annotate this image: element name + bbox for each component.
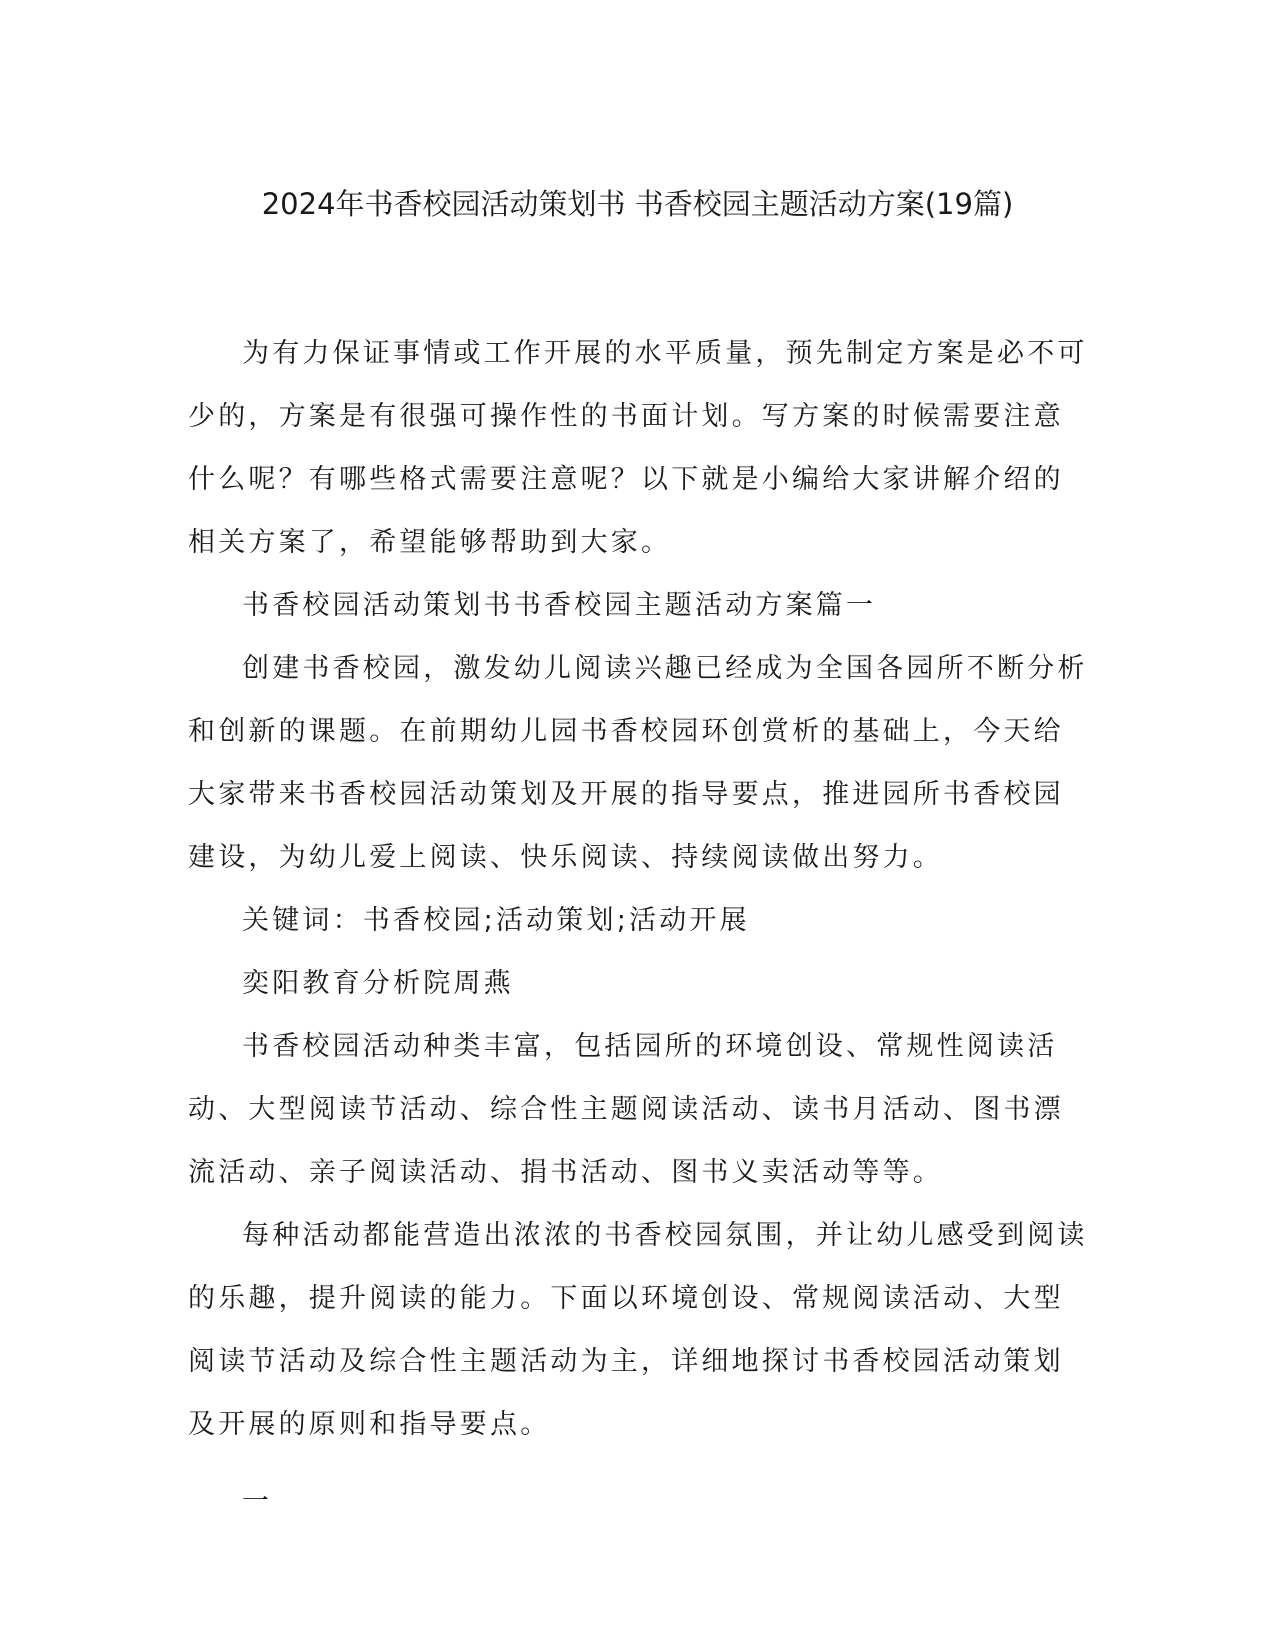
paragraph-section-heading: 书香校园活动策划书书香校园主题活动方案篇一 [242,590,877,621]
paragraph-activity-types: 书香校园活动种类丰富，包括园所的环境创设、常规性阅读活动、大型阅读节活动、综合性主题阅读活动、读书月活动、图书漂流活动、亲子阅读活动、捐书活动、图书义卖活动等等。 [188,1031,1064,1188]
paragraph-author: 奕阳教育分析院周燕 [242,968,514,999]
paragraph-keywords: 关键词：书香校园;活动策划;活动开展 [242,905,750,936]
document-title: 2024年书香校园活动策划书 书香校园主题活动方案(19篇) [261,187,1014,221]
paragraph-section-number: 一 [242,1486,273,1517]
paragraph-intro: 为有力保证事情或工作开展的水平质量，预先制定方案是必不可少的，方案是有很强可操作性的书面计划。写方案的时候需要注意什么呢？有哪些格式需要注意呢？以下就是小编给大家讲解介绍的相关方案了，希望能够帮助到大家。 [188,338,1088,558]
paragraph-atmosphere: 每种活动都能营造出浓浓的书香校园氛围，并让幼儿感受到阅读的乐趣，提升阅读的能力。下面以环境创设、常规阅读活动、大型阅读节活动及综合性主题活动为主，详细地探讨书香校园活动策划及开展的原则和指导要点。 [188,1220,1088,1440]
paragraph-creation: 创建书香校园，激发幼儿阅读兴趣已经成为全国各园所不断分析和创新的课题。在前期幼儿园书香校园环创赏析的基础上，今天给大家带来书香校园活动策划及开展的指导要点，推进园所书香校园建设，为幼儿爱上阅读、快乐阅读、持续阅读做出努力。 [188,653,1088,873]
document-body [188,322,1088,1533]
